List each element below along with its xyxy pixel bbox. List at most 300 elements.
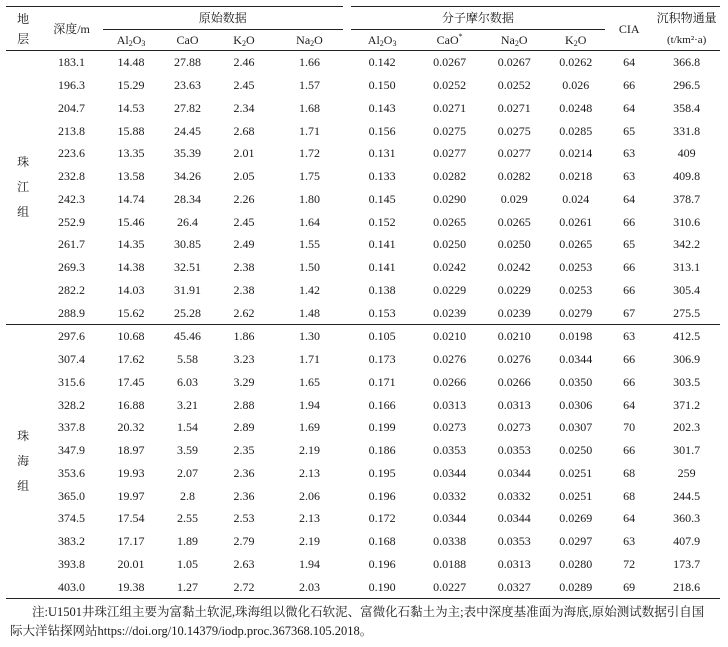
table-cell: 1.94: [299, 397, 321, 412]
table-cell: 1.64: [299, 214, 321, 229]
table-cell: 14.48: [117, 55, 145, 70]
table-cell: 0.0271: [433, 100, 467, 115]
table-cell: 213.8: [58, 123, 86, 138]
table-cell: 0.0253: [559, 260, 593, 275]
table-cell: 2.05: [233, 169, 255, 184]
table-cell: 0.0210: [417, 325, 482, 348]
table-cell: 1.30: [272, 325, 347, 348]
table-cell: 3.23: [233, 352, 255, 367]
table-cell: 2.34: [233, 100, 255, 115]
table-cell: 69: [605, 575, 653, 598]
table-cell: 2.01: [233, 146, 255, 161]
table-cell: 1.86: [216, 325, 272, 348]
table-cell: 337.8: [58, 420, 86, 435]
table-cell: 66: [623, 352, 636, 367]
header-raw-col-1: CaO: [159, 30, 215, 51]
header-raw-col-3: $Na_2O$: [272, 30, 347, 51]
header-depth: 深度/m: [40, 7, 103, 51]
table-row: [6, 462, 720, 485]
table-cell: 252.9: [58, 214, 86, 229]
table-cell: 68: [623, 488, 636, 503]
table-row: [6, 210, 720, 233]
table-row: [6, 439, 720, 462]
table-cell: 0.0279: [559, 305, 593, 320]
table-cell: 26.4: [177, 214, 198, 229]
table-row: [6, 51, 720, 74]
table-cell: 0.0267: [433, 55, 467, 70]
table-cell: 0.0306: [559, 397, 593, 412]
table-cell: 0.0338: [433, 534, 467, 549]
table-cell: 0.0289: [546, 575, 605, 598]
table-cell: 301.7: [673, 443, 701, 458]
table-cell: 0.0267: [497, 55, 531, 70]
table-cell: 3.21: [177, 397, 198, 412]
table-cell: 10.68: [103, 325, 159, 348]
table-cell: 0.029: [500, 191, 528, 206]
table-cell: 66: [623, 282, 636, 297]
table-row: [6, 553, 720, 576]
table-row: [6, 530, 720, 553]
header-molar-group: 分子摩尔数据: [347, 7, 605, 30]
table-cell: 232.8: [58, 169, 86, 184]
table-cell: 2.68: [233, 123, 255, 138]
table-cell: 310.6: [673, 214, 701, 229]
table-cell: 15.46: [117, 214, 145, 229]
table-cell: 2.19: [299, 534, 321, 549]
table-cell: 0.0277: [433, 146, 467, 161]
table-cell: 15.62: [117, 305, 145, 320]
table-cell: 0.0350: [559, 374, 593, 389]
table-cell: 296.5: [673, 78, 701, 93]
table-cell: 1.65: [299, 374, 321, 389]
table-cell: 64: [623, 100, 636, 115]
table-cell: 2.03: [272, 575, 347, 598]
table-cell: 0.0353: [497, 443, 531, 458]
table-cell: 66: [623, 374, 636, 389]
table-cell: 1.50: [299, 260, 321, 275]
table-cell: 0.0214: [559, 146, 593, 161]
table-cell: 261.7: [58, 237, 86, 252]
table-cell: 14.74: [117, 191, 145, 206]
table-cell: 313.1: [673, 260, 701, 275]
table-cell: 63: [605, 325, 653, 348]
table-cell: 183.1: [58, 55, 86, 70]
table-cell: 0.0198: [546, 325, 605, 348]
table-row: [6, 301, 720, 324]
table-row: [6, 279, 720, 302]
table-cell: 0.143: [368, 100, 396, 115]
table-cell: 173.7: [673, 556, 701, 571]
table-cell: 202.3: [673, 420, 701, 435]
table-cell: 0.141: [368, 237, 396, 252]
header-flux: 沉积物通量: [656, 11, 717, 26]
table-cell: 2.55: [177, 511, 198, 526]
table-cell: 269.3: [58, 260, 86, 275]
table-cell: 66: [623, 260, 636, 275]
table-cell: 2.35: [233, 443, 255, 458]
table-cell: 2.07: [177, 465, 198, 480]
table-cell: 18.97: [117, 443, 145, 458]
table-cell: 28.34: [174, 191, 201, 206]
header-raw-col-2: $K_2O$: [216, 30, 272, 51]
table-cell: 0.0285: [559, 123, 593, 138]
table-cell: 366.8: [673, 55, 701, 70]
table-cell: 25.28: [174, 305, 201, 320]
table-cell: 315.6: [58, 374, 86, 389]
table-cell: 288.9: [58, 305, 86, 320]
table-cell: 0.171: [368, 374, 396, 389]
table-cell: 32.51: [174, 260, 201, 275]
table-cell: 0.0282: [497, 169, 531, 184]
table-cell: 0.145: [368, 191, 396, 206]
table-cell: 307.4: [58, 352, 86, 367]
table-cell: 0.0275: [497, 123, 531, 138]
table-cell: 0.0275: [433, 123, 467, 138]
header-raw-col-0: $Al_2O_3$: [103, 30, 159, 51]
table-cell: 0.0253: [559, 282, 593, 297]
section-label: 珠江组: [17, 155, 30, 219]
table-row: [6, 119, 720, 142]
table-cell: 0.0229: [433, 282, 467, 297]
table-cell: 0.141: [368, 260, 396, 275]
table-cell: 1.05: [177, 556, 198, 571]
table-row: [6, 142, 720, 165]
table-cell: 0.0332: [433, 488, 467, 503]
table-cell: 303.5: [673, 374, 701, 389]
table-cell: 2.8: [180, 488, 195, 503]
table-cell: 0.142: [368, 55, 396, 70]
table-row: [6, 256, 720, 279]
table-cell: 1.94: [299, 556, 321, 571]
table-cell: 0.0353: [497, 534, 531, 549]
table-cell: 0.0276: [497, 352, 531, 367]
table-cell: 0.0282: [433, 169, 467, 184]
table-cell: 1.27: [159, 575, 215, 598]
table-cell: 1.42: [299, 282, 321, 297]
table-cell: 282.2: [58, 282, 86, 297]
table-row: [6, 575, 720, 598]
table-cell: 14.35: [117, 237, 145, 252]
table-cell: 0.0218: [559, 169, 593, 184]
table-cell: 0.172: [368, 511, 396, 526]
table-cell: 17.45: [117, 374, 145, 389]
table-row: [6, 348, 720, 371]
table-cell: 0.0242: [497, 260, 531, 275]
header-molar-col-1: CaO*: [417, 30, 482, 51]
table-cell: 0.0266: [497, 374, 531, 389]
geochem-table: [6, 6, 720, 599]
table-cell: 0.173: [368, 352, 396, 367]
table-cell: 244.5: [673, 488, 701, 503]
table-cell: 64: [623, 191, 636, 206]
table-cell: 409.8: [673, 169, 701, 184]
table-cell: 378.7: [673, 191, 701, 206]
table-cell: 0.0280: [559, 556, 593, 571]
table-cell: 27.82: [174, 100, 201, 115]
table-row: [6, 165, 720, 188]
table-cell: 0.131: [368, 146, 396, 161]
header-raw-group: 原始数据: [103, 7, 347, 30]
table-cell: 0.0313: [433, 397, 467, 412]
table-cell: 331.8: [673, 123, 701, 138]
table-cell: 0.0265: [433, 214, 467, 229]
table-cell: 63: [623, 534, 636, 549]
table-row: [6, 507, 720, 530]
table-cell: 0.168: [368, 534, 396, 549]
table-cell: 13.35: [117, 146, 145, 161]
table-cell: 0.0344: [433, 511, 467, 526]
table-cell: 383.2: [58, 534, 86, 549]
table-cell: 0.199: [368, 420, 396, 435]
table-row: [6, 233, 720, 256]
table-cell: 0.105: [347, 325, 418, 348]
table-cell: 16.88: [117, 397, 145, 412]
table-cell: 2.88: [233, 397, 255, 412]
table-cell: 2.53: [233, 511, 255, 526]
table-cell: 223.6: [58, 146, 86, 161]
table-cell: 0.0265: [497, 214, 531, 229]
table-cell: 27.88: [174, 55, 201, 70]
table-cell: 371.2: [673, 397, 701, 412]
table-cell: 20.32: [117, 420, 145, 435]
table-cell: 0.026: [562, 78, 590, 93]
table-cell: 0.0251: [559, 465, 593, 480]
table-cell: 0.0273: [497, 420, 531, 435]
table-cell: 1.48: [299, 305, 321, 320]
table-row: [6, 484, 720, 507]
table-cell: 63: [623, 169, 636, 184]
table-cell: 297.6: [40, 325, 103, 348]
table-cell: 30.85: [174, 237, 201, 252]
table-cell: 358.4: [673, 100, 701, 115]
table-cell: 0.0239: [497, 305, 531, 320]
table-cell: 0.0313: [497, 397, 531, 412]
table-cell: 1.75: [299, 169, 321, 184]
table-cell: 0.0344: [497, 511, 531, 526]
table-cell: 0.024: [562, 191, 590, 206]
table-cell: 1.54: [177, 420, 198, 435]
table-cell: 1.89: [177, 534, 198, 549]
table-cell: 0.196: [368, 556, 396, 571]
header-molar-col-0: $Al_2O_3$: [347, 30, 418, 51]
table-cell: 1.69: [299, 420, 321, 435]
table-cell: 0.0353: [433, 443, 467, 458]
table-row: [6, 97, 720, 120]
table-cell: 353.6: [58, 465, 86, 480]
table-cell: 0.156: [368, 123, 396, 138]
table-cell: 67: [623, 305, 636, 320]
table-cell: 393.8: [58, 556, 86, 571]
table-cell: 0.0266: [433, 374, 467, 389]
table-cell: 0.138: [368, 282, 396, 297]
table-cell: 0.0277: [497, 146, 531, 161]
table-cell: 1.68: [299, 100, 321, 115]
table-row: [6, 74, 720, 97]
table-cell: 31.91: [174, 282, 201, 297]
table-cell: 64: [623, 397, 636, 412]
table-cell: 409: [677, 146, 696, 161]
table-cell: 45.46: [159, 325, 215, 348]
table-cell: 0.0261: [559, 214, 593, 229]
table-cell: 204.7: [58, 100, 86, 115]
header-cia: CIA: [605, 7, 653, 51]
table-cell: 63: [623, 146, 636, 161]
table-cell: 2.72: [216, 575, 272, 598]
table-cell: 19.38: [103, 575, 159, 598]
table-cell: 242.3: [58, 191, 86, 206]
table-cell: 1.57: [299, 78, 321, 93]
table-cell: 65: [623, 123, 636, 138]
table-cell: 15.88: [117, 123, 145, 138]
table-row: [6, 371, 720, 394]
table-cell: 0.133: [368, 169, 396, 184]
table-cell: 66: [623, 78, 636, 93]
table-cell: 0.0313: [497, 556, 531, 571]
table-cell: 305.4: [673, 282, 701, 297]
table-cell: 17.62: [117, 352, 145, 367]
table-cell: 275.5: [673, 305, 701, 320]
table-cell: 2.45: [233, 214, 255, 229]
table-cell: 2.06: [299, 488, 321, 503]
table-cell: 68: [623, 465, 636, 480]
table-cell: 0.0242: [433, 260, 467, 275]
table-cell: 0.186: [368, 443, 396, 458]
table-cell: 0.0239: [433, 305, 467, 320]
table-cell: 259: [677, 465, 696, 480]
table-cell: 2.13: [299, 511, 321, 526]
table-cell: 0.0265: [559, 237, 593, 252]
table-cell: 0.196: [368, 488, 396, 503]
table-cell: 1.80: [299, 191, 321, 206]
table-cell: 0.0252: [497, 78, 531, 93]
table-cell: 72: [623, 556, 636, 571]
header-molar-col-3: $K_2O$: [546, 30, 605, 51]
table-cell: 1.55: [299, 237, 321, 252]
table-cell: 0.0307: [559, 420, 593, 435]
header-flux-unit: (t/km²·a): [653, 30, 720, 51]
table-cell: 2.19: [299, 443, 321, 458]
table-cell: 0.0251: [559, 488, 593, 503]
table-cell: 2.36: [233, 488, 255, 503]
table-cell: 2.89: [233, 420, 255, 435]
table-cell: 23.63: [174, 78, 201, 93]
table-cell: 412.5: [653, 325, 720, 348]
table-cell: 374.5: [58, 511, 86, 526]
table-cell: 3.29: [233, 374, 255, 389]
table-cell: 35.39: [174, 146, 201, 161]
header-layer-text: 地层: [17, 11, 30, 46]
table-cell: 2.36: [233, 465, 255, 480]
table-cell: 0.0250: [433, 237, 467, 252]
section-label: 珠海组: [6, 325, 40, 599]
table-cell: 0.0248: [559, 100, 593, 115]
table-cell: 0.0250: [497, 237, 531, 252]
table-cell: 19.97: [117, 488, 145, 503]
table-cell: 0.166: [368, 397, 396, 412]
table-cell: 3.59: [177, 443, 198, 458]
table-cell: 0.0210: [482, 325, 547, 348]
table-cell: 24.45: [174, 123, 201, 138]
table-cell: 66: [623, 443, 636, 458]
table-cell: 407.9: [673, 534, 701, 549]
table-cell: 14.53: [117, 100, 145, 115]
table-cell: 2.38: [233, 282, 255, 297]
table-cell: 5.58: [177, 352, 198, 367]
table-cell: 347.9: [58, 443, 86, 458]
header-layer: [6, 7, 40, 51]
table-cell: 2.79: [233, 534, 255, 549]
table-cell: 328.2: [58, 397, 86, 412]
table-cell: 0.153: [368, 305, 396, 320]
table-row: [6, 393, 720, 416]
table-cell: 403.0: [40, 575, 103, 598]
table-cell: 0.0344: [433, 465, 467, 480]
table-cell: 0.190: [347, 575, 418, 598]
table-row: [6, 416, 720, 439]
table-row: [6, 325, 720, 348]
table-cell: 2.62: [233, 305, 255, 320]
table-cell: 0.195: [368, 465, 396, 480]
table-cell: 2.13: [299, 465, 321, 480]
table-cell: 20.01: [117, 556, 145, 571]
table-cell: 1.71: [299, 123, 321, 138]
table-cell: 0.0327: [482, 575, 547, 598]
table-cell: 306.9: [673, 352, 701, 367]
table-cell: 0.0273: [433, 420, 467, 435]
table-cell: 14.38: [117, 260, 145, 275]
table-cell: 2.38: [233, 260, 255, 275]
table-note: 注:U1501井珠江组主要为富黏土软泥,珠海组以微化石软泥、富微化石黏土为主;表中深度基准面为海底,原始测试数据引自国际大洋钻探网站https://doi.org/10.14379/iodp.proc.367368.105.2018。: [10, 605, 705, 638]
table-cell: 2.63: [233, 556, 255, 571]
table-cell: 0.0252: [433, 78, 467, 93]
table-cell: 0.0290: [433, 191, 467, 206]
table-cell: 0.150: [368, 78, 396, 93]
table-cell: 17.17: [117, 534, 145, 549]
table-cell: 65: [623, 237, 636, 252]
table-cell: 0.0227: [417, 575, 482, 598]
table-cell: 66: [623, 214, 636, 229]
table-cell: 0.0229: [497, 282, 531, 297]
table-cell: 0.152: [368, 214, 396, 229]
table-cell: 0.0344: [497, 465, 531, 480]
table-cell: 365.0: [58, 488, 86, 503]
table-cell: 0.0276: [433, 352, 467, 367]
table-cell: 218.6: [653, 575, 720, 598]
header-molar-col-2: $Na_2O$: [482, 30, 547, 51]
table-cell: 1.71: [299, 352, 321, 367]
table-cell: 2.26: [233, 191, 255, 206]
table-cell: 196.3: [58, 78, 86, 93]
table-cell: 0.0297: [559, 534, 593, 549]
table-cell: 1.66: [299, 55, 321, 70]
table-cell: 342.2: [673, 237, 701, 252]
table-cell: 64: [623, 55, 636, 70]
table-cell: 1.72: [299, 146, 321, 161]
table-cell: 2.49: [233, 237, 255, 252]
table-cell: 2.46: [233, 55, 255, 70]
table-cell: 64: [623, 511, 636, 526]
table-cell: 6.03: [177, 374, 198, 389]
table-row: [6, 188, 720, 211]
table-cell: 0.0250: [559, 443, 593, 458]
table-cell: 34.26: [174, 169, 201, 184]
table-cell: 360.3: [673, 511, 701, 526]
table-cell: 0.0332: [497, 488, 531, 503]
table-cell: 13.58: [117, 169, 145, 184]
table-cell: 70: [623, 420, 636, 435]
table-cell: 15.29: [117, 78, 145, 93]
table-cell: 0.0188: [433, 556, 467, 571]
